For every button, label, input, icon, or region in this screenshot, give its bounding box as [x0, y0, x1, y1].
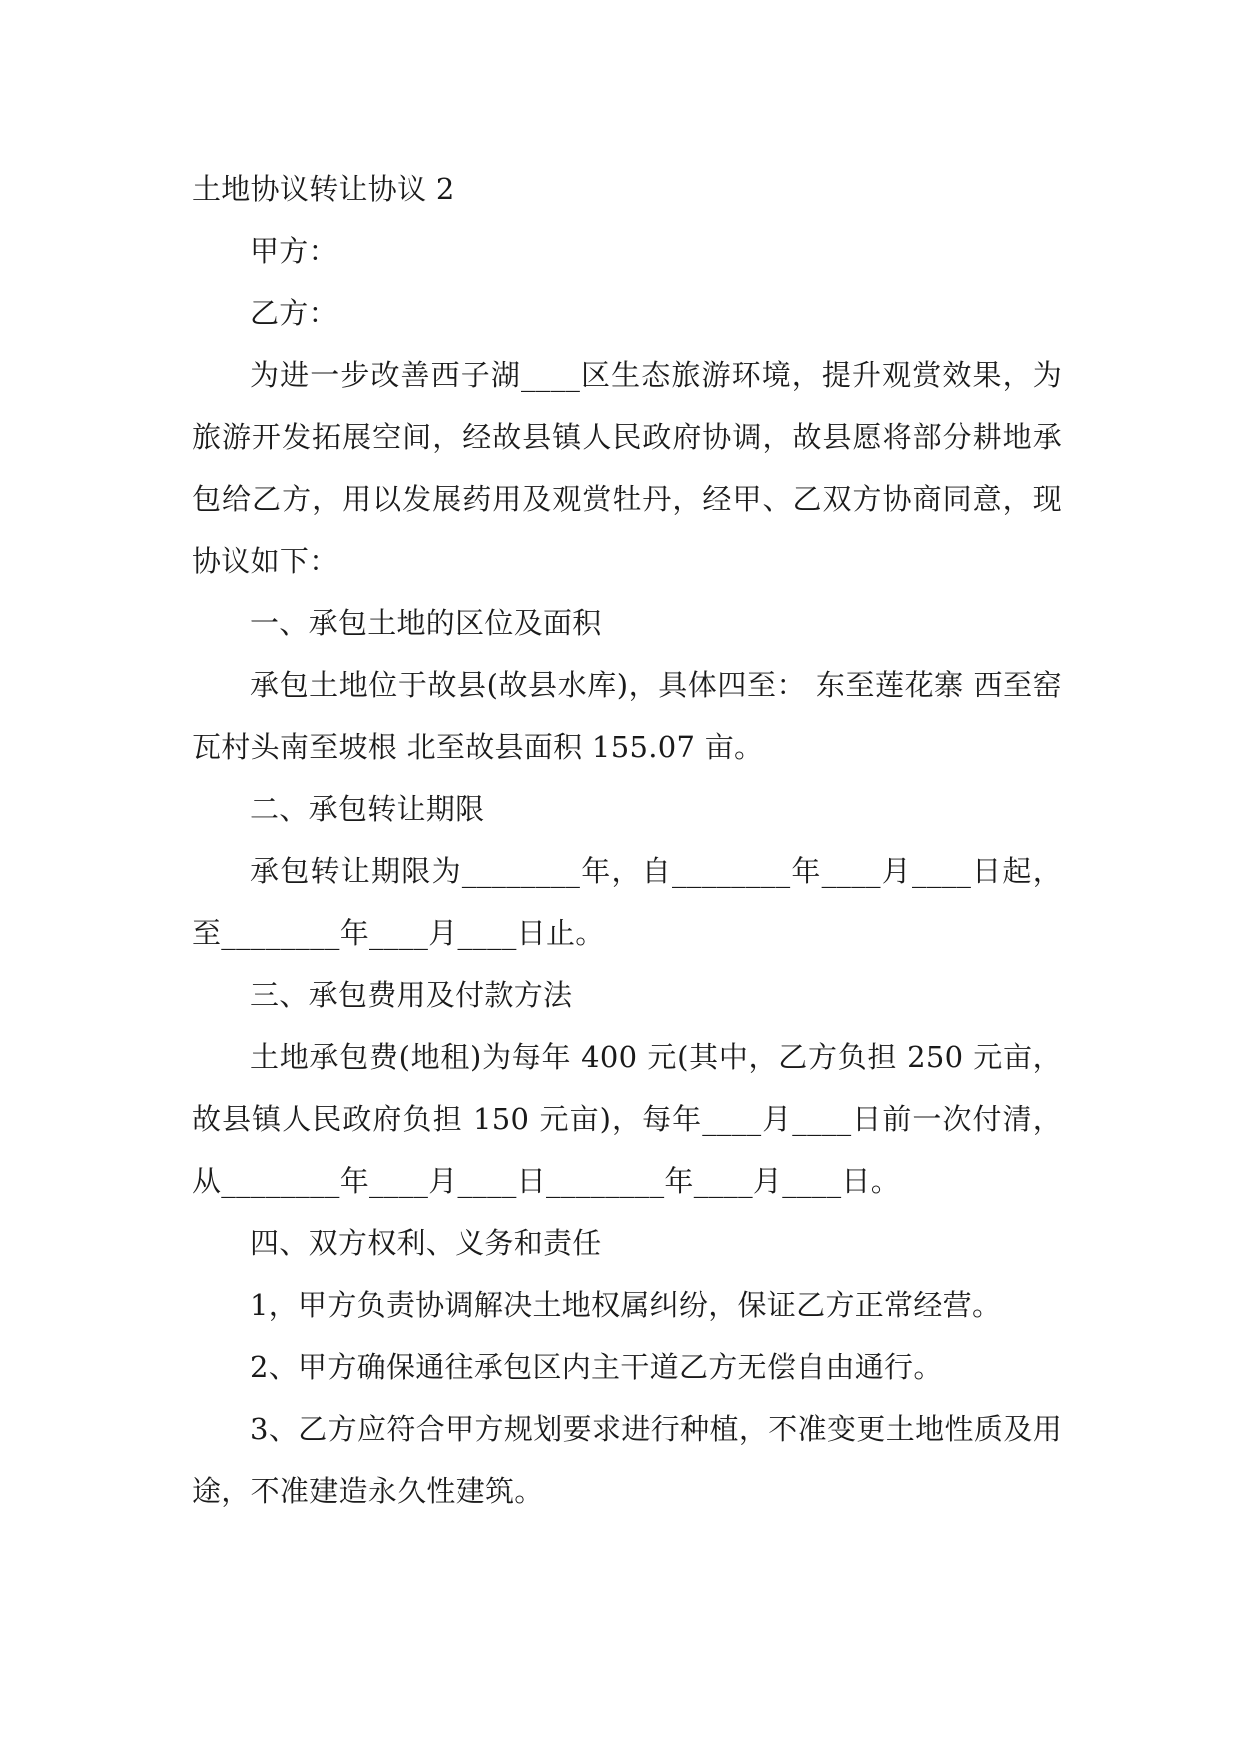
preamble-paragraph: 为进一步改善西子湖____区生态旅游环境，提升观赏效果，为旅游开发拓展空间，经故县镇人民政府协调，故县愿将部分耕地承包给乙方，用以发展药用及观赏牡丹，经甲、乙双方协商同意，现协议如下： — [192, 358, 1062, 578]
section-heading-4: 四、双方权利、义务和责任 — [250, 1226, 602, 1260]
land-location-paragraph: 承包土地位于故县(故县水库)，具体四至： 东至莲花寨 西至窑瓦村头南至坡根 北至故县面积 155.07 亩。 — [192, 668, 1062, 764]
clause-1: 1，甲方负责协调解决土地权属纠纷，保证乙方正常经营。 — [250, 1288, 1002, 1322]
document-body — [192, 158, 1062, 1522]
fee-paragraph: 土地承包费(地租)为每年 400 元(其中，乙方负担 250 元亩，故县镇人民政府负担 150 元亩)，每年____月____日前一次付清，从________年____月____日________年____月____日。 — [192, 1040, 1062, 1198]
clause-2: 2、甲方确保通往承包区内主干道乙方无偿自由通行。 — [250, 1350, 943, 1384]
term-paragraph: 承包转让期限为________年，自________年____月____日起，至________年____月____日止。 — [192, 854, 1062, 950]
document-title: 土地协议转让协议 2 — [192, 172, 455, 206]
party-a-line: 甲方： — [250, 234, 338, 268]
section-heading-3: 三、承包费用及付款方法 — [250, 978, 573, 1012]
clause-3: 3、乙方应符合甲方规划要求进行种植，不准变更土地性质及用途，不准建造永久性建筑。 — [192, 1412, 1062, 1508]
party-b-line: 乙方： — [250, 296, 338, 330]
section-heading-1: 一、承包土地的区位及面积 — [250, 606, 602, 640]
section-heading-2: 二、承包转让期限 — [250, 792, 485, 826]
